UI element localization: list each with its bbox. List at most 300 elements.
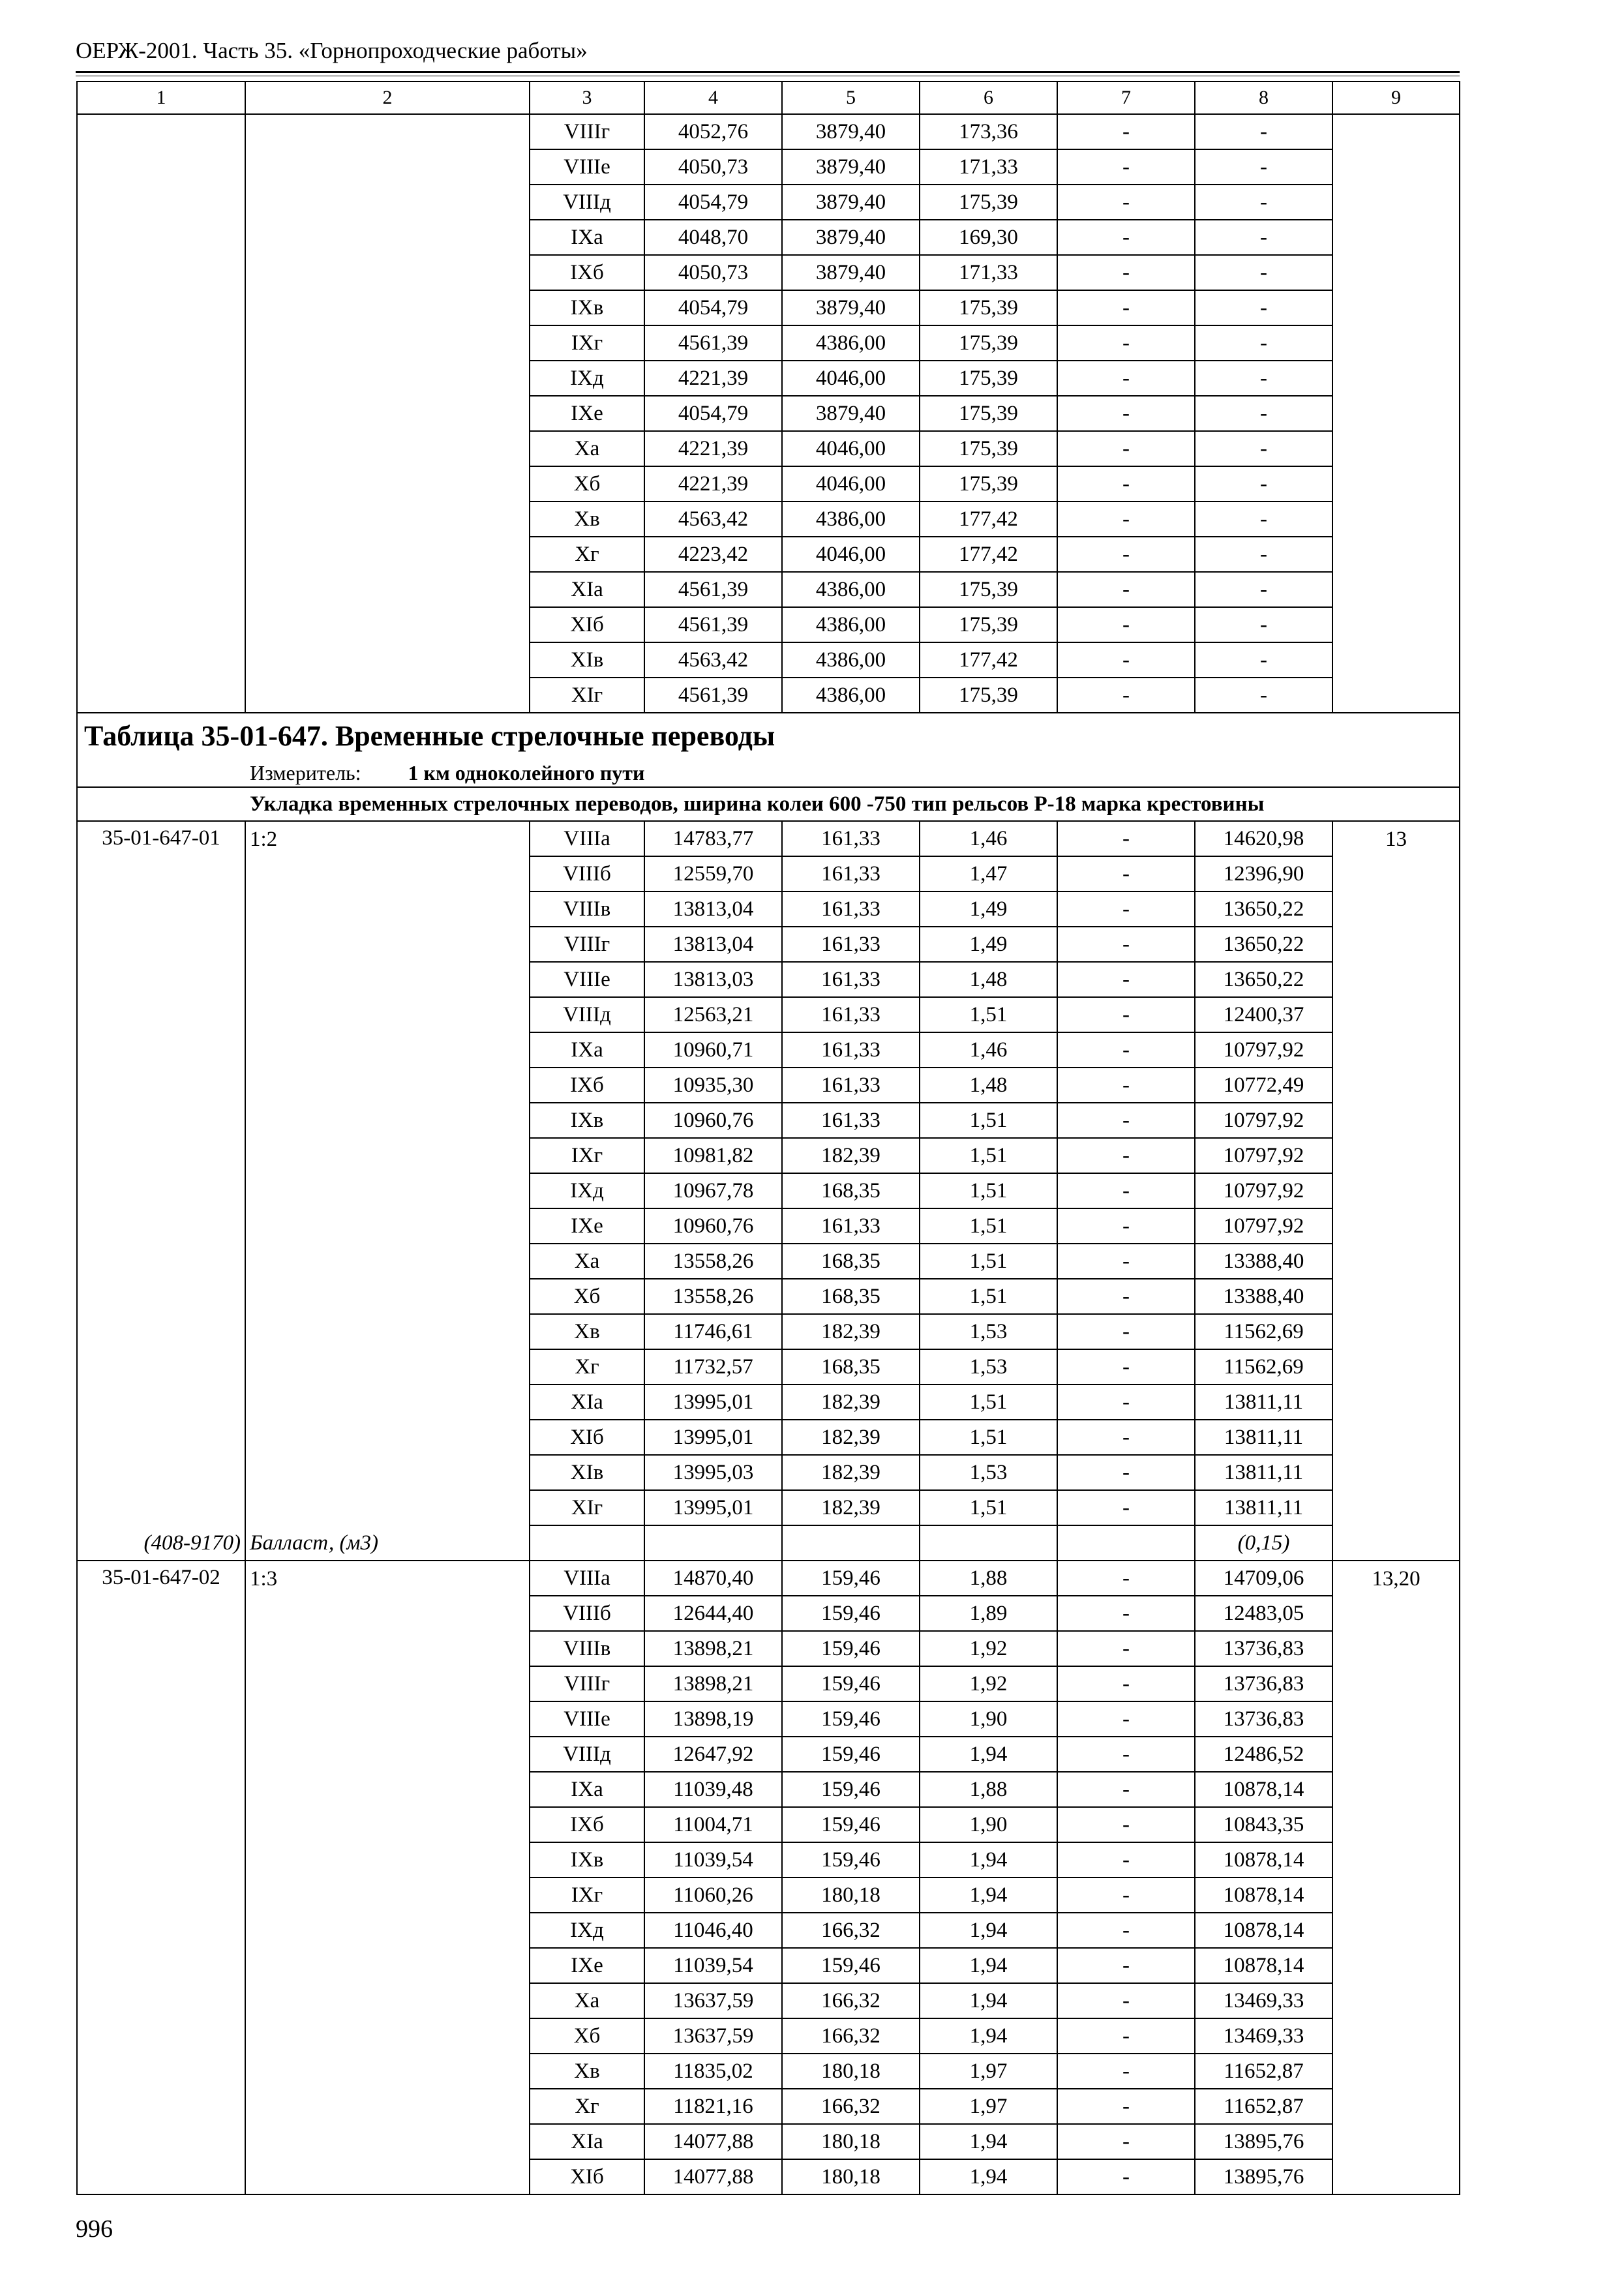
value-cell: VIIIа [530, 1561, 644, 1596]
value-cell: 14870,40 [644, 1561, 782, 1596]
value-cell: 11039,48 [644, 1772, 782, 1807]
column-number: 7 [1057, 82, 1195, 114]
value-cell: IXе [530, 1948, 644, 1983]
measure-row [77, 759, 1460, 787]
value-cell: 4223,42 [644, 537, 782, 572]
value-cell: 1,94 [920, 2018, 1057, 2054]
value-cell: 10797,92 [1195, 1173, 1332, 1208]
empty-cell [1332, 1737, 1460, 1772]
table-row [77, 1878, 1460, 1913]
empty-cell [77, 1631, 245, 1666]
value-cell: 4052,76 [644, 114, 782, 149]
empty-cell [245, 1737, 530, 1772]
value-cell: IXе [530, 1208, 644, 1244]
value-cell: - [1057, 1737, 1195, 1772]
col9-cell [1332, 501, 1460, 537]
value-cell: 161,33 [782, 1103, 920, 1138]
value-cell: 13995,01 [644, 1420, 782, 1455]
value-cell: 13995,03 [644, 1455, 782, 1490]
value-cell: IXв [530, 1842, 644, 1878]
empty-cell [77, 1807, 245, 1842]
value-cell: Xа [530, 1244, 644, 1279]
value-cell: VIIIе [530, 149, 644, 185]
value-cell: - [1057, 2124, 1195, 2159]
code-cell [77, 290, 245, 325]
code-cell [77, 220, 245, 255]
value-cell: 159,46 [782, 1948, 920, 1983]
table-row [77, 962, 1460, 997]
value-cell: 3879,40 [782, 114, 920, 149]
value-cell: - [1057, 1279, 1195, 1314]
value-cell: 182,39 [782, 1490, 920, 1525]
empty-cell [77, 1596, 245, 1631]
empty-cell [77, 1314, 245, 1349]
value-cell: 4046,00 [782, 537, 920, 572]
empty-cell [245, 1983, 530, 2018]
table-row [77, 1737, 1460, 1772]
col9-cell [1332, 220, 1460, 255]
empty-cell [1332, 2124, 1460, 2159]
value-cell: 13388,40 [1195, 1279, 1332, 1314]
empty-cell [1332, 1455, 1460, 1490]
value-cell: 1,48 [920, 962, 1057, 997]
value-cell: VIIIг [530, 114, 644, 149]
value-cell: 12647,92 [644, 1737, 782, 1772]
value-cell: 10960,76 [644, 1103, 782, 1138]
value-cell: 13637,59 [644, 1983, 782, 2018]
empty-cell [77, 1103, 245, 1138]
value-cell: 13898,21 [644, 1631, 782, 1666]
value-cell: 182,39 [782, 1138, 920, 1173]
value-cell: 1,51 [920, 1420, 1057, 1455]
value-cell: IXд [530, 1913, 644, 1948]
value-cell: 1,51 [920, 1138, 1057, 1173]
value-cell: - [1195, 325, 1332, 361]
empty-cell [77, 1420, 245, 1455]
col9-cell [1332, 396, 1460, 431]
value-cell: 10797,92 [1195, 1208, 1332, 1244]
value-cell: 175,39 [920, 431, 1057, 466]
value-cell: - [1057, 997, 1195, 1032]
value-cell: VIIIд [530, 997, 644, 1032]
value-cell: - [1057, 255, 1195, 290]
col9-cell [1332, 114, 1460, 149]
value-cell: IXв [530, 290, 644, 325]
table-row [77, 149, 1460, 185]
table-row [77, 185, 1460, 220]
value-cell: 1,90 [920, 1701, 1057, 1737]
name-cell [245, 396, 530, 431]
value-cell: - [1057, 821, 1195, 856]
section-title: Укладка временных стрелочных переводов, ширина колеи 600 -750 тип рельсов Р-18 марка крестовины [77, 787, 1460, 821]
table-row [77, 1666, 1460, 1701]
value-cell: 11039,54 [644, 1948, 782, 1983]
empty-cell [245, 1068, 530, 1103]
table-row [77, 1173, 1460, 1208]
value-cell: 13736,83 [1195, 1631, 1332, 1666]
value-cell: VIIIд [530, 1737, 644, 1772]
empty-cell [245, 891, 530, 927]
value-cell: 4046,00 [782, 361, 920, 396]
value-cell: 1,51 [920, 1208, 1057, 1244]
resource-value: (0,15) [1195, 1525, 1332, 1561]
value-cell: 175,39 [920, 607, 1057, 642]
value-cell: 4050,73 [644, 149, 782, 185]
value-cell: 4561,39 [644, 325, 782, 361]
value-cell: 10878,14 [1195, 1842, 1332, 1878]
code-cell [77, 325, 245, 361]
empty-cell [1332, 1666, 1460, 1701]
value-cell: Xв [530, 1314, 644, 1349]
name-cell [245, 537, 530, 572]
table-title: Таблица 35-01-647. Временные стрелочные переводы [77, 713, 1460, 759]
value-cell: 12559,70 [644, 856, 782, 891]
column-number-row [77, 82, 1460, 114]
value-cell: VIIIв [530, 1631, 644, 1666]
value-cell: - [1057, 1561, 1195, 1596]
value-cell: 11046,40 [644, 1913, 782, 1948]
value-cell: VIIIд [530, 185, 644, 220]
value-cell: - [1195, 290, 1332, 325]
value-cell: 4561,39 [644, 678, 782, 713]
value-cell: - [1057, 1314, 1195, 1349]
table-row [77, 1772, 1460, 1807]
value-cell: 12644,40 [644, 1596, 782, 1631]
value-cell: - [1195, 149, 1332, 185]
table-row [77, 927, 1460, 962]
empty-cell [245, 856, 530, 891]
empty-cell [245, 927, 530, 962]
value-cell: - [1057, 678, 1195, 713]
value-cell: VIIIе [530, 1701, 644, 1737]
value-cell: 13558,26 [644, 1244, 782, 1279]
value-cell: 159,46 [782, 1631, 920, 1666]
value-cell: 173,36 [920, 114, 1057, 149]
value-cell: IXе [530, 396, 644, 431]
value-cell: 13736,83 [1195, 1701, 1332, 1737]
value-cell: - [1195, 255, 1332, 290]
code-cell: 35-01-647-01 [77, 821, 245, 856]
value-cell: - [1057, 466, 1195, 501]
value-cell: - [1057, 1596, 1195, 1631]
value-cell: - [1057, 1244, 1195, 1279]
value-cell: - [1195, 396, 1332, 431]
value-cell: 14709,06 [1195, 1561, 1332, 1596]
value-cell: 161,33 [782, 1032, 920, 1068]
empty-cell [1332, 1596, 1460, 1631]
empty-cell [1332, 1420, 1460, 1455]
empty-cell [245, 1842, 530, 1878]
value-cell: 4046,00 [782, 431, 920, 466]
empty-cell [920, 1525, 1057, 1561]
empty-cell [1332, 927, 1460, 962]
value-cell: XIб [530, 607, 644, 642]
value-cell: 14077,88 [644, 2159, 782, 2194]
value-cell: 13995,01 [644, 1384, 782, 1420]
value-cell: 175,39 [920, 396, 1057, 431]
value-cell: 1,94 [920, 1948, 1057, 1983]
value-cell: 4386,00 [782, 607, 920, 642]
value-cell: Xб [530, 2018, 644, 2054]
value-cell: - [1057, 891, 1195, 927]
empty-cell [1332, 1279, 1460, 1314]
col9-cell [1332, 255, 1460, 290]
value-cell: 13469,33 [1195, 1983, 1332, 2018]
value-cell: - [1057, 396, 1195, 431]
table-row [77, 1842, 1460, 1878]
table-row [77, 1596, 1460, 1631]
empty-cell [245, 1244, 530, 1279]
value-cell: - [1057, 2089, 1195, 2124]
value-cell: 4386,00 [782, 325, 920, 361]
empty-cell [1332, 1244, 1460, 1279]
value-cell: 4054,79 [644, 185, 782, 220]
value-cell: 12563,21 [644, 997, 782, 1032]
value-cell: - [1057, 1913, 1195, 1948]
value-cell: 4386,00 [782, 642, 920, 678]
value-cell: Xб [530, 466, 644, 501]
value-cell: 1,92 [920, 1631, 1057, 1666]
value-cell: 175,39 [920, 361, 1057, 396]
table-row [77, 255, 1460, 290]
empty-cell [245, 1631, 530, 1666]
value-cell: 4221,39 [644, 361, 782, 396]
table-row [77, 1244, 1460, 1279]
value-cell: - [1057, 1420, 1195, 1455]
value-cell: 1,88 [920, 1561, 1057, 1596]
value-cell: 161,33 [782, 927, 920, 962]
table-row [77, 325, 1460, 361]
empty-cell [245, 1384, 530, 1420]
value-cell: VIIIа [530, 821, 644, 856]
value-cell: 13895,76 [1195, 2159, 1332, 2194]
empty-cell [1332, 1842, 1460, 1878]
table-row [77, 642, 1460, 678]
value-cell: 3879,40 [782, 255, 920, 290]
value-cell: 13898,21 [644, 1666, 782, 1701]
value-cell: 166,32 [782, 1913, 920, 1948]
value-cell: - [1057, 856, 1195, 891]
empty-cell [1332, 2018, 1460, 2054]
value-cell: - [1057, 149, 1195, 185]
value-cell: 1,51 [920, 1103, 1057, 1138]
value-cell: 4561,39 [644, 607, 782, 642]
value-cell: 161,33 [782, 997, 920, 1032]
section-row [77, 787, 1460, 821]
value-cell: - [1057, 2054, 1195, 2089]
value-cell: 13898,19 [644, 1701, 782, 1737]
value-cell: 3879,40 [782, 290, 920, 325]
value-cell: IXб [530, 1068, 644, 1103]
value-cell: Xв [530, 501, 644, 537]
value-cell: 171,33 [920, 149, 1057, 185]
value-cell: 182,39 [782, 1420, 920, 1455]
value-cell: 161,33 [782, 856, 920, 891]
table-row [77, 361, 1460, 396]
empty-cell [245, 997, 530, 1032]
table-row [77, 891, 1460, 927]
empty-cell [77, 2089, 245, 2124]
value-cell: - [1057, 1173, 1195, 1208]
empty-cell [77, 1701, 245, 1737]
column-number: 6 [920, 82, 1057, 114]
value-cell: 1,53 [920, 1455, 1057, 1490]
value-cell: 1,94 [920, 2159, 1057, 2194]
value-cell: - [1195, 466, 1332, 501]
value-cell: XIа [530, 1384, 644, 1420]
value-cell: Xа [530, 1983, 644, 2018]
value-cell: 1,51 [920, 1384, 1057, 1420]
table-row [77, 1420, 1460, 1455]
column-number: 4 [644, 82, 782, 114]
empty-cell [1332, 2159, 1460, 2194]
value-cell: - [1057, 114, 1195, 149]
value-cell: - [1057, 325, 1195, 361]
empty-cell [77, 1878, 245, 1913]
value-cell: 1,51 [920, 1490, 1057, 1525]
empty-cell [77, 1490, 245, 1525]
value-cell: 10797,92 [1195, 1103, 1332, 1138]
code-cell [77, 678, 245, 713]
value-cell: - [1195, 501, 1332, 537]
value-cell: 14783,77 [644, 821, 782, 856]
value-cell: - [1195, 114, 1332, 149]
value-cell: 1,49 [920, 927, 1057, 962]
table-row [77, 396, 1460, 431]
value-cell: VIIIв [530, 891, 644, 927]
value-cell: 180,18 [782, 2159, 920, 2194]
empty-cell [1332, 856, 1460, 891]
value-cell: - [1057, 1948, 1195, 1983]
value-cell: XIв [530, 642, 644, 678]
name-cell [245, 185, 530, 220]
value-cell: Xб [530, 1279, 644, 1314]
table-row [77, 290, 1460, 325]
table-row [77, 1314, 1460, 1349]
value-cell: 14620,98 [1195, 821, 1332, 856]
code-cell [77, 361, 245, 396]
value-cell: 1,94 [920, 1737, 1057, 1772]
empty-cell [1332, 1948, 1460, 1983]
name-cell [245, 290, 530, 325]
value-cell: 1,46 [920, 1032, 1057, 1068]
page-header: ОЕРЖ-2001. Часть 35. «Горнопроходческие работы» [76, 38, 588, 63]
empty-cell [77, 1737, 245, 1772]
name-cell [245, 255, 530, 290]
table-row [77, 2089, 1460, 2124]
rates-table [76, 81, 1460, 2195]
empty-cell [77, 1208, 245, 1244]
value-cell: 11039,54 [644, 1842, 782, 1878]
value-cell: 161,33 [782, 1208, 920, 1244]
value-cell: - [1057, 1103, 1195, 1138]
empty-cell [77, 1948, 245, 1983]
value-cell: 11562,69 [1195, 1314, 1332, 1349]
table-row [77, 1138, 1460, 1173]
code-cell: 35-01-647-02 [77, 1561, 245, 1596]
value-cell: 11732,57 [644, 1349, 782, 1384]
value-cell: 13813,04 [644, 927, 782, 962]
empty-cell [1332, 1384, 1460, 1420]
empty-cell [1332, 1525, 1460, 1561]
empty-cell [77, 856, 245, 891]
value-cell: XIа [530, 572, 644, 607]
empty-cell [77, 1244, 245, 1279]
table-row [77, 1561, 1460, 1596]
empty-cell [245, 1596, 530, 1631]
value-cell: 182,39 [782, 1314, 920, 1349]
empty-cell [245, 2089, 530, 2124]
value-cell: 14077,88 [644, 2124, 782, 2159]
empty-cell [245, 1420, 530, 1455]
value-cell: 3879,40 [782, 185, 920, 220]
empty-cell [1057, 1525, 1195, 1561]
code-cell [77, 607, 245, 642]
value-cell: 175,39 [920, 466, 1057, 501]
value-cell: - [1057, 1208, 1195, 1244]
empty-cell [77, 1913, 245, 1948]
value-cell: 12486,52 [1195, 1737, 1332, 1772]
value-cell: 10878,14 [1195, 1772, 1332, 1807]
code-cell [77, 431, 245, 466]
table-row [77, 501, 1460, 537]
col9-cell [1332, 361, 1460, 396]
table-row [77, 678, 1460, 713]
empty-cell [245, 2159, 530, 2194]
value-cell: 4046,00 [782, 466, 920, 501]
empty-cell [245, 1138, 530, 1173]
value-cell: 4386,00 [782, 501, 920, 537]
value-cell: IXб [530, 1807, 644, 1842]
column-number: 2 [245, 82, 530, 114]
value-cell: 168,35 [782, 1244, 920, 1279]
value-cell: 13650,22 [1195, 891, 1332, 927]
value-cell: XIг [530, 1490, 644, 1525]
value-cell: 159,46 [782, 1842, 920, 1878]
value-cell: - [1057, 1983, 1195, 2018]
empty-cell [1332, 1807, 1460, 1842]
table-row [77, 572, 1460, 607]
resource-code: (408-9170) [77, 1525, 245, 1561]
value-cell: 175,39 [920, 572, 1057, 607]
value-cell: 11821,16 [644, 2089, 782, 2124]
code-cell [77, 537, 245, 572]
empty-cell [1332, 997, 1460, 1032]
value-cell: 1,47 [920, 856, 1057, 891]
value-cell: 1,92 [920, 1666, 1057, 1701]
value-cell: 159,46 [782, 1561, 920, 1596]
value-cell: 13813,04 [644, 891, 782, 927]
value-cell: - [1057, 927, 1195, 962]
value-cell: 182,39 [782, 1384, 920, 1420]
value-cell: 10878,14 [1195, 1948, 1332, 1983]
empty-cell [245, 1666, 530, 1701]
name-cell: 1:2 [245, 821, 530, 856]
table-row [77, 1490, 1460, 1525]
value-cell: 1,94 [920, 1983, 1057, 2018]
value-cell: - [1057, 1631, 1195, 1666]
code-cell [77, 572, 245, 607]
table-row [77, 1208, 1460, 1244]
value-cell: 13995,01 [644, 1490, 782, 1525]
value-cell: 177,42 [920, 501, 1057, 537]
col9-cell [1332, 466, 1460, 501]
value-cell: 1,51 [920, 1173, 1057, 1208]
value-cell: - [1057, 1666, 1195, 1701]
value-cell: 10797,92 [1195, 1032, 1332, 1068]
value-cell: 13736,83 [1195, 1666, 1332, 1701]
empty-cell [1332, 1878, 1460, 1913]
